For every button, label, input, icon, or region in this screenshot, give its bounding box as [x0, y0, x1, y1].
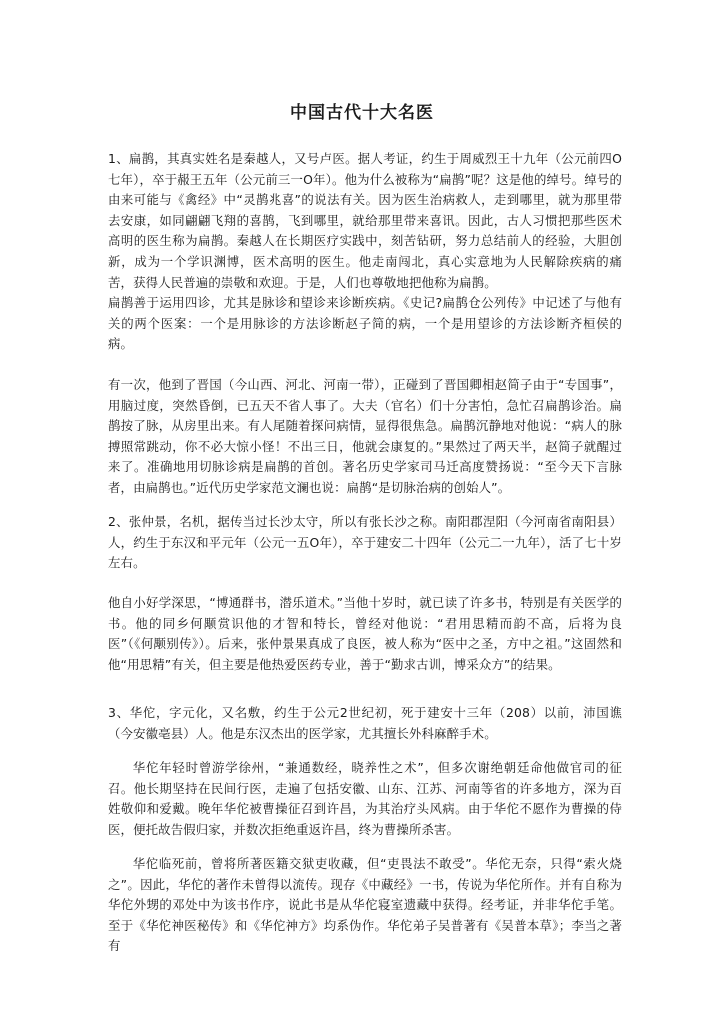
paragraph-zhangzhongjing-intro: 2、张仲景，名机，据传当过长沙太守，所以有张长沙之称。南阳郡涅阳（今河南省南阳县）人，约生于东汉和平元年（公元一五O年），卒于建安二十四年（公元二一九年），活了七十岁左右。 — [108, 514, 622, 571]
paragraph-bianque-intro: 1、扁鹊，其真实姓名是秦越人，又号卢医。据人考证，约生于周威烈王十九年（公元前四O七年），卒于赧王五年（公元前三一O年）。他为什么被称为“扁鹊”呢？这是他的绰号。绰号的由来可能与《禽经》中“灵鹊兆喜”的说法有关。因为医生治病救人，走到哪里，就为那里带去安康，如同翩翩飞翔的喜鹊，飞到哪里，就给那里带来喜讯。因此，古人习惯把那些医术高明的医生称为扁鹊。秦越人在长期医疗实践中，刻苦钻研，努力总结前人的经验，大胆创新，成为一个学识渊博，医术高明的医生。他走南闯北，真心实意地为人民解除疾病的痛苦，获得人民普遍的崇敬和欢迎。于是，人们也尊敬地把他称为扁鹊。 — [108, 151, 622, 290]
paragraph-zhangzhongjing-study: 他自小好学深思，“博通群书，潜乐道术。”当他十岁时，就已读了许多书，特别是有关医学的书。他的同乡何颙赏识他的才智和特长，曾经对他说：“君用思精而韵不高，后将为良医”（《何颙别传》）。后来，张仲景果真成了良医，被人称为“医中之圣，方中之祖。”这固然和他“用思精”有关，但主要是他热爱医药专业，善于“勤求古训，博采众方”的结果。 — [108, 595, 622, 672]
paragraph-huatuo-works: 华佗临死前，曾将所著医籍交狱吏收藏，但“吏畏法不敢受”。华佗无奈，只得“索火烧之”。因此，华佗的著作未曾得以流传。现存《中藏经》一书，传说为华佗所作。并有自称为华佗外甥的邓处中为该书作序，说此书是从华佗寝室遗藏中获得。经考证，并非华佗手笔。至于《华佗神医秘传》和《华佗神方》均系伪作。华佗弟子吴普著有《吴普本草》；李当之著有 — [108, 856, 622, 954]
paragraph-bianque-case: 有一次，他到了晋国（今山西、河北、河南一带），正碰到了晋国卿相赵简子由于“专国事”，用脑过度，突然昏倒，已五天不省人事了。大夫（官名）们十分害怕，急忙召扁鹊诊治。扁鹊按了脉，从房里出来。有人尾随着探问病情，显得很焦急。扁鹊沉静地对他说：“病人的脉搏照常跳动，你不必大惊小怪！不出三日，他就会康复的。”果然过了两天半，赵简子就醒过来了。准确地用切脉诊病是扁鹊的首创。著名历史学家司马迁高度赞扬说：“至今天下言脉者，由扁鹊也。”近代历史学家范文澜也说：扁鹊“是切脉治病的创始人”。 — [108, 377, 622, 495]
document-title: 中国古代十大名医 — [290, 103, 434, 123]
paragraph-huatuo-intro: 3、华佗，字元化，又名敷，约生于公元2世纪初，死于建安十三年（208）以前，沛国谯（今安徽亳县）人。他是东汉杰出的医学家，尤其擅长外科麻醉手术。 — [108, 705, 622, 741]
paragraph-huatuo-career: 华佗年轻时曾游学徐州，“兼通数经，晓养性之术”，但多次谢绝朝廷命他做官司的征召。他长期坚持在民间行医，走遍了包括安徽、山东、江苏、河南等省的许多地方，深为百姓敬仰和爱戴。晚年华佗被曹操征召到许昌，为其治疗头风病。由于华佗不愿作为曹操的侍医，便托故告假归家，并数次拒绝重返许昌，终为曹操所杀害。 — [108, 760, 622, 837]
paragraph-bianque-diagnosis: 扁鹊善于运用四诊，尤其是脉诊和望诊来诊断疾病。《史记?扁鹊仓公列传》中记述了与他有关的两个医案：一个是用脉诊的方法诊断赵子简的病，一个是用望诊的方法诊断齐桓侯的病。 — [108, 295, 622, 352]
